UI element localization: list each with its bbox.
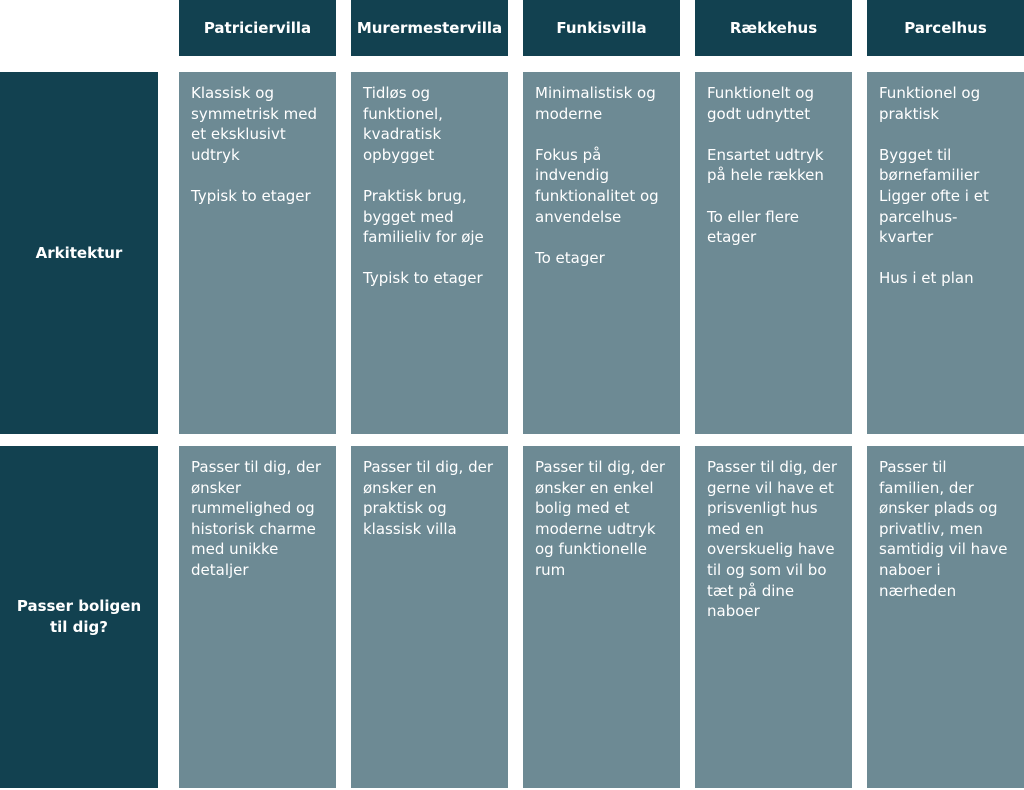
cell-paragraph: Klassisk og symmetrisk med et eksklusivt udtryk: [191, 84, 317, 164]
column-header-funkisvilla: [523, 0, 680, 56]
column-header-label: Funkisvilla: [556, 19, 647, 37]
row-label-text: Passer boligen til dig?: [16, 597, 142, 636]
table-cell-arkitektur-murermestervilla: [351, 72, 508, 434]
cell-paragraph: Minimalistisk og moderne: [535, 84, 656, 123]
cell-paragraph: To etager: [535, 248, 605, 267]
column-header-label: Parcelhus: [904, 19, 987, 37]
cell-paragraph: Passer til familien, der ønsker plads og privatliv, men samtidig vil have naboer i nærheden: [879, 458, 1008, 600]
row-label-arkitektur: [0, 72, 158, 434]
cell-paragraph: Praktisk brug, bygget med familieliv for øje: [363, 186, 484, 247]
cell-paragraph: Funktionel og praktisk: [879, 84, 981, 123]
cell-paragraph: Passer til dig, der ønsker rummelighed og historisk charme med unikke detaljer: [191, 458, 322, 579]
cell-paragraph: Ensartet udtryk på hele rækken: [707, 145, 824, 185]
cell-paragraph: Typisk to etager: [363, 269, 483, 288]
cell-paragraph: Fokus på indvendig funktionalitet og anvendelse: [535, 145, 659, 226]
cell-paragraph: Passer til dig, der ønsker en praktisk og klassisk villa: [363, 458, 494, 538]
cell-paragraph: Tidløs og funktionel, kvadratisk opbygget: [363, 84, 443, 164]
cell-paragraph: Bygget til børnefamilier Ligger ofte i et parcelhus- kvarter: [879, 145, 989, 247]
cell-paragraph: Passer til dig, der gerne vil have et prisvenligt hus med en overskuelig have til og som vil bo tæt på dine naboer: [707, 458, 838, 621]
cell-paragraph: Passer til dig, der ønsker en enkel bolig med et moderne udtryk og funktionelle rum: [535, 458, 666, 579]
table-cell-passer-murermestervilla: [351, 446, 508, 788]
cell-paragraph: Typisk to etager: [191, 186, 311, 205]
row-label-passer-boligen: [0, 446, 158, 788]
table-cell-passer-patriciervilla: [179, 446, 336, 788]
column-header-label: Patriciervilla: [203, 19, 312, 37]
column-header-murermestervilla: [351, 0, 508, 56]
table-cell-arkitektur-funkisvilla: [523, 72, 680, 434]
column-header-label: Murermestervilla: [356, 19, 503, 37]
table-cell-passer-parcelhus: [867, 446, 1024, 788]
cell-paragraph: Hus i et plan: [879, 269, 974, 288]
row-label-text: Arkitektur: [35, 243, 123, 262]
column-header-label: Rækkehus: [729, 19, 818, 37]
table-cell-passer-raekkehus: [695, 446, 852, 788]
table-cell-arkitektur-patriciervilla: [179, 72, 336, 434]
column-header-parcelhus: [867, 0, 1024, 56]
cell-paragraph: Funktionelt og godt udnyttet: [707, 84, 814, 123]
table-cell-arkitektur-parcelhus: [867, 72, 1024, 434]
cell-paragraph: To eller flere etager: [707, 207, 800, 247]
table-cell-passer-funkisvilla: [523, 446, 680, 788]
table-cell-arkitektur-raekkehus: [695, 72, 852, 434]
column-header-patriciervilla: [179, 0, 336, 56]
column-header-raekkehus: [695, 0, 852, 56]
